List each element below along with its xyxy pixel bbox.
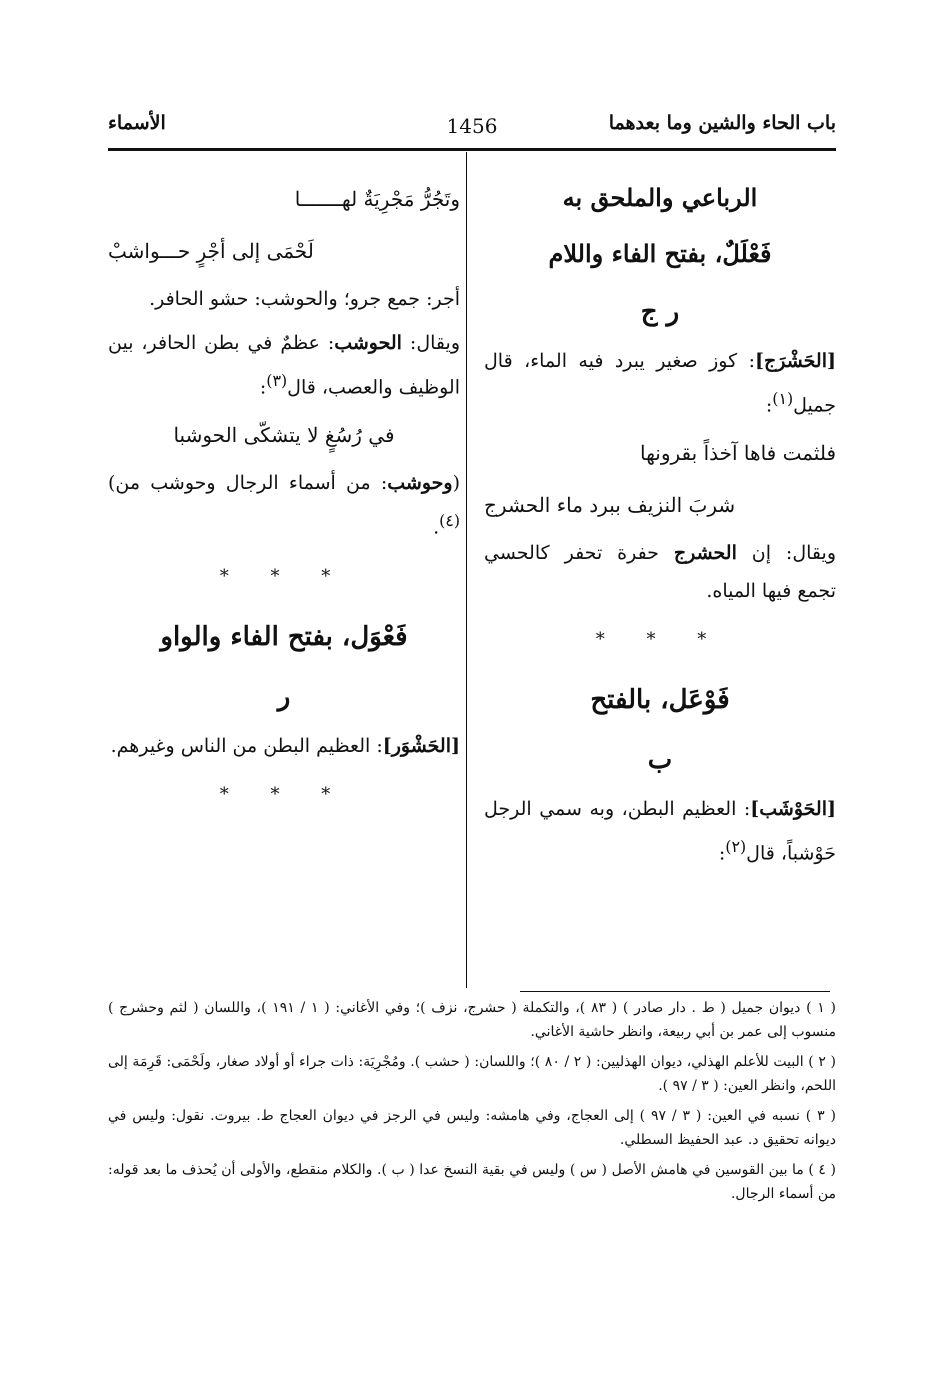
section-separator: * * * bbox=[595, 629, 725, 651]
running-header-chapter: باب الحاء والشين وما بعدهما bbox=[608, 112, 836, 134]
footnote-rule bbox=[520, 991, 830, 992]
root-heading: ر ج bbox=[640, 297, 680, 327]
entry-text: : من أسماء الرجال وحوشب من) bbox=[108, 472, 388, 495]
entry-text: : عظمٌ في بطن الحافر، بين الوظيف والعصب، قال bbox=[108, 332, 460, 399]
entry-hawshab-name bbox=[108, 464, 460, 546]
section-separator: * * * bbox=[219, 783, 349, 805]
pattern-heading: فَعْوَل، بفتح الفاء والواو bbox=[160, 621, 408, 652]
root-heading: ب bbox=[647, 745, 673, 776]
entry-text: حفرة تحفر كالحسي تجمع فيها المياه. bbox=[484, 542, 836, 603]
entry-text: : العظيم البطن من الناس وغيرهم. bbox=[110, 734, 383, 757]
verse-line: وتَجُرُّ مَجْرِيَةٌ لهـــــــا bbox=[294, 187, 460, 211]
footnote: ( ٤ ) ما بين القوسين في هامش الأصل ( س ) وليس في بقية النسخ عدا ( ب ). والكلام منقطع، والأولى أن يُحذف ما بعد قوله: من أسماء الرجال. bbox=[108, 1162, 836, 1202]
header-rule bbox=[108, 148, 836, 151]
entry-hashraj bbox=[484, 342, 836, 424]
entry-hawshab bbox=[484, 790, 836, 872]
column-divider bbox=[466, 152, 467, 988]
entry-text: ( bbox=[452, 472, 460, 495]
headword: الحوشب bbox=[334, 332, 402, 354]
verse-line: فلثمت فاها آخذاً بقرونها bbox=[639, 441, 836, 466]
verse-line: لَحْمَى إلى أجْرٍ حـــواشبْ bbox=[108, 239, 314, 263]
headword: [الحَوْشَب] bbox=[750, 798, 836, 821]
footnotes bbox=[108, 996, 836, 1212]
page-number: 1456 bbox=[446, 114, 498, 138]
headword: وحوشب bbox=[387, 472, 453, 495]
entry-text: ويقال: إن bbox=[751, 542, 836, 565]
footnote: ( ١ ) ديوان جميل ( ط . دار صادر ) ( ٨٣ )، والتكملة ( حشرج، نزف )؛ وفي الأغاني: ( ١ / ١٩١ )، واللسان ( لثم وحشرج ) منسوب إلى عمر بن أبي ربيعة، وانظر حاشية الأغاني. bbox=[108, 1000, 836, 1040]
entry-hashraj-alt bbox=[484, 534, 836, 610]
headword: [الحَشْوَر] bbox=[382, 734, 460, 757]
footnote: ( ٢ ) البيت للأعلم الهذلي، ديوان الهذليين: ( ٢ / ٨٠ )؛ واللسان: ( حشب ). ومُجْرِيَة: ذات جراء أو أولاد صغار، ولَحْمَى: قَرِمَة إلى اللحم، وانظر العين: ( ٣ / ٩٧ ). bbox=[108, 1054, 836, 1094]
entry-text: : العظيم البطن، وبه سمي الرجل حَوْشباً، قال bbox=[484, 798, 836, 865]
entry-end: : bbox=[259, 376, 267, 399]
entry-hashwar bbox=[108, 727, 460, 765]
pattern-heading: فَعْلَلٌ، بفتح الفاء واللام bbox=[548, 239, 772, 268]
verse-line: في رُسُغٍ لا يتشكّى الحوشبا bbox=[173, 423, 395, 448]
entry-end: : bbox=[765, 394, 773, 417]
verse-line: شربَ النزيف ببرد ماء الحشرج bbox=[484, 493, 736, 518]
entry-end: . bbox=[433, 516, 440, 539]
root-heading: ر bbox=[277, 681, 291, 712]
left-column bbox=[108, 170, 460, 825]
pattern-heading: فَوْعَل، بالفتح bbox=[590, 685, 730, 716]
footnote-ref: (٢) bbox=[725, 837, 747, 857]
entry-text: : كوز صغير يبرد فيه الماء، قال جميل bbox=[484, 350, 836, 417]
entry-hawshab-bone bbox=[108, 324, 460, 406]
right-column bbox=[484, 170, 836, 873]
entry-text: ويقال: bbox=[409, 332, 460, 354]
footnote-ref: (١) bbox=[772, 389, 794, 408]
running-header-section: الأسماء bbox=[108, 112, 166, 134]
footnote-ref: (٤) bbox=[439, 511, 460, 531]
section-separator: * * * bbox=[219, 565, 349, 587]
footnote: ( ٣ ) نسبه في العين: ( ٣ / ٩٧ ) إلى العجاج، وفي هامشه: وليس في الرجز في ديوان العجاج ط. بيروت. نقول: وليس في ديوانه تحقيق د. عبد الحفيظ السطلي. bbox=[108, 1108, 836, 1148]
entry-end: : bbox=[718, 842, 726, 865]
gloss: أجر: جمع جرو؛ والحوشب: حشو الحافر. bbox=[149, 288, 460, 310]
footnote-ref: (٣) bbox=[266, 371, 288, 390]
section-heading: الرباعي والملحق به bbox=[562, 183, 758, 212]
headword: الحشرج bbox=[673, 542, 737, 565]
headword: [الحَشْرَج] bbox=[754, 350, 836, 372]
